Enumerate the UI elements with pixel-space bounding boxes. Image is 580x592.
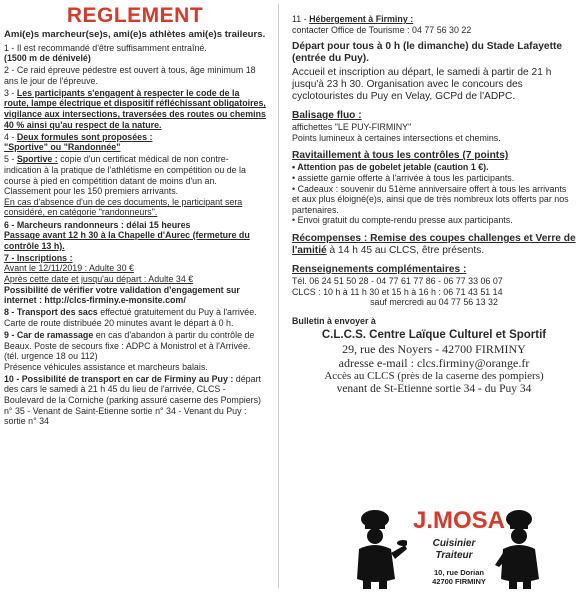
info-wednesday: sauf mercredi au 04 77 56 13 32 xyxy=(370,297,498,308)
rule-3-text: Les participants s'engagent à respecter le code de la route, lampe électrique et dispositif réfléchissant obligatoires, vigilance aux intersections, traversées des routes ou chemins 40 % ainsi qu'au respect de la nature. xyxy=(4,87,266,130)
info-heading: Renseignements complémentaires : xyxy=(292,263,467,275)
rule-4-number: 4 - xyxy=(4,131,17,142)
rule-5 xyxy=(4,154,266,196)
logo-sub-cook: Cuisinier xyxy=(432,538,476,549)
welcome: Accueil et inscription au départ, le samedi à partir de 21 h jusqu'à 23 h 30. Organisation avec le concours des cyclotouristes du Puy en Velay, GCPd de l'ADPC. xyxy=(292,67,552,103)
refreshment-heading: Ravitaillement à tous les contrôles (7 points) xyxy=(292,150,509,162)
org-directions: venant de St-Etienne sortie 34 - du Puy 34 xyxy=(336,383,532,396)
info-clcs-hours: CLCS : 10 h à 11 h 30 et 15 h à 16 h : 06 71 43 51 14 xyxy=(292,286,503,297)
rule-4-text: Deux formules sont proposées : xyxy=(16,131,153,142)
rule-3-number: 3 - xyxy=(4,87,17,98)
info-phones: Tél. 06 24 51 50 28 - 04 77 61 77 86 - 06 77 33 06 07 xyxy=(292,275,503,286)
rule-11-contact: contacter Office de Tourisme : 04 77 56 30 22 xyxy=(292,24,472,35)
rule-7: 7 - Inscriptions : xyxy=(4,252,73,263)
rule-8-head: 8 - Transport des sacs xyxy=(4,307,98,318)
rule-11-head: Hébergement à Firminy : xyxy=(309,14,414,24)
logo-sub-caterer: Traiteur xyxy=(435,550,473,561)
logo-city: 42700 FIRMINY xyxy=(432,577,486,586)
org-address: 29, rue des Noyers - 42700 FIRMINY xyxy=(342,342,526,357)
rule-8 xyxy=(4,307,266,328)
rule-5-text: copie d'un certificat médical de non contre-indication à la pratique de l'athlétisme en compétition ou de la course à pied en compétition datant de moins d'un an. Classement pour les 150 premiers arrivants. xyxy=(4,154,246,197)
rule-10-head: 10 - Possibilité de transport en car de Firminy au Puy : xyxy=(4,373,234,384)
org-name: C.L.C.S. Centre Laïque Culturel et Sportif xyxy=(321,329,547,342)
rule-7-early: Avant le 12/11/2019 : Adulte 30 € xyxy=(4,263,134,274)
rule-5-note: En cas d'absence d'un de ces documents, le participant sera considéré, en catégorie "randonneurs". xyxy=(4,196,243,218)
rule-9-head: 9 - Car de ramassage xyxy=(4,329,94,340)
rule-1-elevation: (1500 m de dénivelé) xyxy=(4,53,91,64)
rule-5-head: Sportive : xyxy=(16,154,58,165)
logo-street: 10, rue Dorian xyxy=(433,568,485,577)
rule-5-number: 5 - xyxy=(4,154,17,165)
column-divider xyxy=(278,4,279,588)
rule-11-number: 11 - xyxy=(292,14,310,24)
marking-signs: affichettes "LE PUY-FIRMINY" xyxy=(292,122,412,133)
rule-9 xyxy=(4,330,266,362)
marking-lights: Points lumineux à certaines intersections et chemins. xyxy=(292,132,501,143)
refreshment-cup: • Attention pas de gobelet jetable (caution 1 €). xyxy=(292,162,489,173)
departure: Départ pour tous à 0 h (le dimanche) du Stade Lafayette (entrée du Puy). xyxy=(292,41,563,65)
right-column xyxy=(292,0,576,396)
page-title: REGLEMENT xyxy=(66,4,204,27)
rule-10 xyxy=(4,374,266,427)
rule-1: 1 - Il est recommandé d'être suffisamment entraîné. xyxy=(4,42,207,53)
rewards-head: Récompenses : Remise des coupes challenges et Verre de l'amitié xyxy=(292,232,576,256)
rewards-text: à 14 h 45 au CLCS, être présents. xyxy=(326,244,485,256)
intro-line: Ami(e)s marcheur(se)s, ami(e)s athlètes ami(e)s traileurs. xyxy=(4,29,266,40)
rule-11 xyxy=(292,14,576,25)
rule-10-text: départ des cars le samedi à 21 h 45 du lieu de l'arrivée, CLCS - Boulevard de la Corniche (parking assuré caserne des Pompiers) n° 35 - Venant de Saint-Etienne sortie n° 34 - Venant du Puy : sortie n° 34 xyxy=(4,373,262,427)
rule-4 xyxy=(4,132,266,143)
rule-9-assistance: Présence véhicules assistance et marcheurs balais. xyxy=(4,361,208,372)
refreshment-plate: • assiette garnie offerte à l'arrivée à tous les participants. xyxy=(292,172,515,183)
rule-7-late: Après cette date et jusqu'au départ : Adulte 34 € xyxy=(4,273,194,284)
rule-3 xyxy=(4,88,266,130)
left-column xyxy=(4,0,266,427)
marking-heading: Balisage fluo : xyxy=(292,110,362,122)
rewards xyxy=(292,233,576,257)
refreshment-gifts: • Cadeaux : souvenir du 51ème anniversaire offert à tous les arrivants et aux plus éloigné(e)s, ainsi que de très nombreux lots offerts par nos partenaires. xyxy=(292,183,569,215)
rule-6: 6 - Marcheurs randonneurs : délai 15 heures xyxy=(4,219,191,230)
org-email: adresse e-mail : clcs.firminy@orange.fr xyxy=(338,356,530,371)
org-access: Accès au CLCS (près de la caserne des pompiers) xyxy=(324,370,544,383)
rule-4-formulas: "Sportive" ou "Randonnée" xyxy=(4,142,121,153)
rule-7-verify: Possibilité de vérifier votre validation d'engagement sur internet : http://clcs-firminy.e-monsite.com/ xyxy=(4,284,240,306)
rule-6-passage: Passage avant 12 h 30 à la Chapelle d'Aurec (fermeture du contrôle 13 h). xyxy=(4,230,250,251)
rule-2: 2 - Ce raid épreuve pédestre est ouvert à tous, âge minimum 18 ans le jour de l'épreuve. xyxy=(4,65,256,86)
refreshment-press: • Envoi gratuit du compte-rendu presse aux participants. xyxy=(292,215,513,226)
sponsor-logo xyxy=(345,507,545,589)
rule-9-text: en cas d'abandon à partir du contrôle de Beaux. Poste de secours fixe : ADPC à Monistrol et à l'Arrivée. (tél. urgence 18 ou 112) xyxy=(4,329,255,362)
rule-8-text: effectué gratuitement du Puy à l'arrivée. Carte de route distribuée 20 minutes avant le départ à 0 h. xyxy=(4,307,257,328)
logo-name: J.MOSA xyxy=(413,507,506,534)
bulletin-heading: Bulletin à envoyer à xyxy=(292,315,376,326)
chef-left-icon xyxy=(345,509,407,589)
